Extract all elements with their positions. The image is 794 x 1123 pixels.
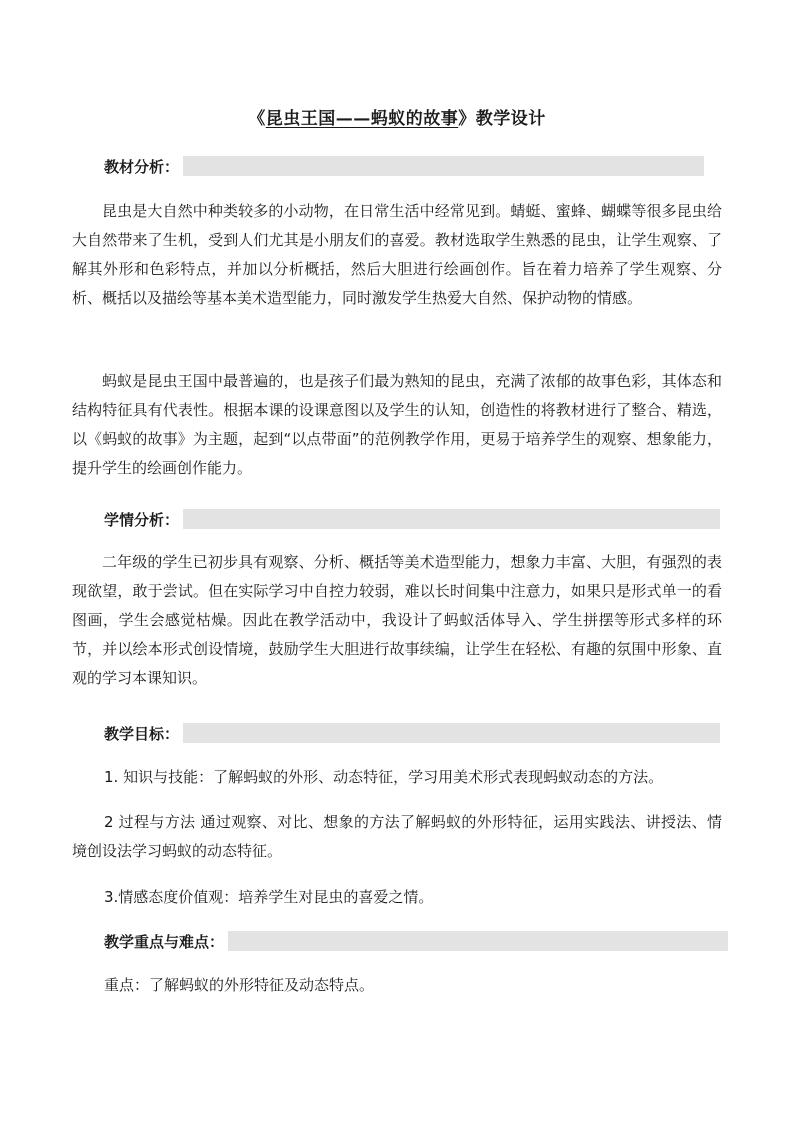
material-paragraph-1: 昆虫是大自然中种类较多的小动物，在日常生活中经常见到。蜻蜓、蜜蜂、蝴蝶等很多昆虫给大自然带来了生机，受到人们尤其是小朋友们的喜爱。教材选取学生熟悉的昆虫，让学生观察、了解其外形和色彩特点，并加以分析概括，然后大胆进行绘画创作。旨在着力培养了学生观察、分析、概括以及描绘等基本美术造型能力，同时激发学生热爱大自然、保护动物的情感。 — [72, 202, 722, 307]
heading-keypoints — [104, 930, 728, 952]
heading-keypoints-label: 教学重点与难点： — [104, 932, 225, 951]
document-title — [0, 104, 794, 129]
heading-material-label: 教材分析： — [104, 157, 180, 176]
goal-item-2: 2 过程与方法 通过观察、对比、想象的方法了解蚂蚁的外形特征，运用实践法、讲授法、情境创设法学习蚂蚁的动态特征。 — [72, 813, 722, 860]
material-paragraph-2: 蚂蚁是昆虫王国中最普遍的，也是孩子们最为熟知的昆虫，充满了浓郁的故事色彩，其体态和结构特征具有代表性。根据本课的设课意图以及学生的认知，创造性的将教材进行了整合、精选，以《蚂蚁的故事》为主题，起到“以点带面”的范例教学作用，更易于培养学生的观察、想象能力，提升学生的绘画创作能力。 — [72, 372, 722, 477]
heading-students-bar — [183, 509, 720, 529]
heading-students-label: 学情分析： — [104, 510, 180, 529]
heading-goals-label: 教学目标： — [104, 724, 180, 743]
goal-item-1: 1. 知识与技能：了解蚂蚁的外形、动态特征，学习用美术形式表现蚂蚁动态的方法。 — [104, 768, 664, 786]
heading-students — [104, 508, 720, 530]
heading-goals — [104, 722, 720, 744]
heading-material — [104, 155, 704, 177]
title-prefix: 《 — [248, 109, 266, 129]
heading-goals-bar — [183, 723, 720, 743]
title-underlined: 昆虫王国——蚂蚁的故事 — [265, 109, 459, 129]
students-paragraph: 二年级的学生已初步具有观察、分析、概括等美术造型能力，想象力丰富、大胆，有强烈的表现欲望，敢于尝试。但在实际学习中自控力较弱，难以长时间集中注意力，如果只是形式单一的看图画，学生会感觉枯燥。因此在教学活动中，我设计了蚂蚁活体导入、学生拼摆等形式多样的环节，并以绘本形式创设情境，鼓励学生大胆进行故事续编，让学生在轻松、有趣的氛围中形象、直观的学习本课知识。 — [72, 553, 722, 687]
title-suffix: 》教学设计 — [458, 109, 546, 129]
goal-item-3: 3.情感态度价值观：培养学生对昆虫的喜爱之情。 — [104, 888, 434, 906]
heading-keypoints-bar — [228, 931, 728, 951]
keypoint-line-1: 重点：了解蚂蚁的外形特征及动态特点。 — [104, 976, 375, 994]
heading-material-bar — [183, 156, 704, 176]
